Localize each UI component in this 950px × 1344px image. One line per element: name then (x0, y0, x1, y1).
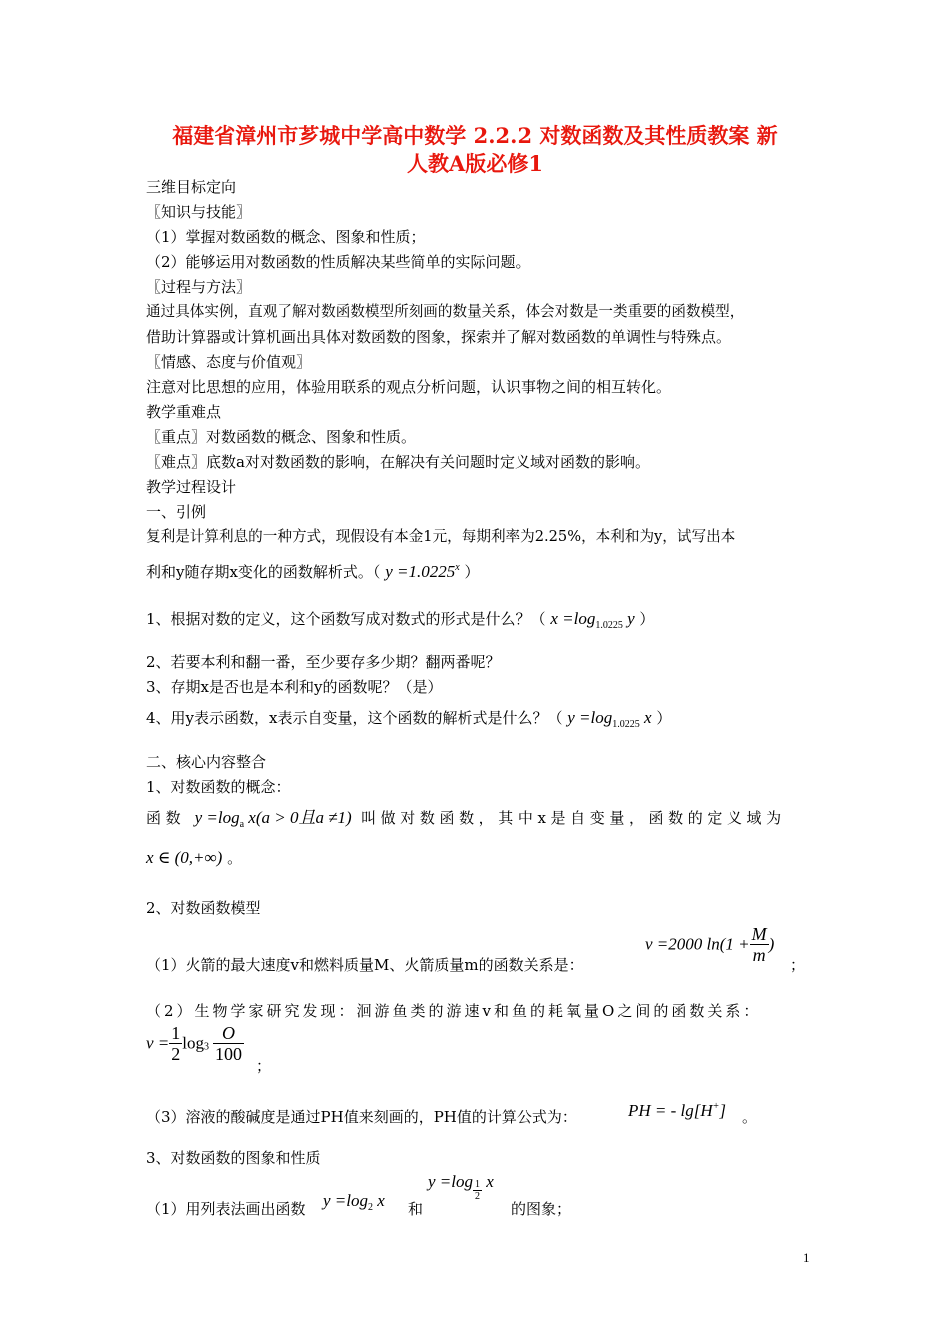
paragraph: 借助计算器或计算机画出具体对数函数的图象，探索并了解对数函数的单调性与特殊点。 (146, 328, 732, 346)
heading-process-design: 教学过程设计 (146, 478, 237, 496)
formula-rocket: v =2000 ln(1 + $\frac{M}{m}$ ) (645, 924, 775, 965)
paragraph-with-formula: 4、用y表示函数，x表示自变量，这个函数的解析式是什么？（ $y =\log_{1.0225}$ x ） (146, 708, 672, 730)
paragraph: 〖重点〗对数函数的概念、图象和性质。 (146, 428, 417, 446)
formula-log-half: y =log $\frac{1}{2}$ x (428, 1172, 494, 1202)
paragraph: 2、若要本利和翻一番，至少要存多少期？翻两番呢？ (146, 653, 501, 671)
subheading-process: 〖过程与方法〗 (146, 278, 252, 296)
paragraph: 的图象； (511, 1200, 572, 1218)
punct: 。 (742, 1108, 758, 1126)
formula-log-func: $y =\log_{1.0225}$ x (567, 708, 652, 730)
heading-key-points: 教学重难点 (146, 403, 222, 421)
paragraph: 〖难点〗底数a对对数函数的影响，在解决有关问题时定义域对函数的影响。 (146, 453, 650, 471)
formula-domain: x ∈ (0,+∞) (146, 848, 223, 867)
paragraph: 1、对数函数的概念： (146, 778, 291, 796)
punct: ； (790, 956, 806, 974)
paragraph: （1）火箭的最大速度v和燃料质量M、火箭质量m的函数关系是： (146, 956, 584, 974)
paragraph-domain: x ∈ (0,+∞) 。 (146, 848, 243, 867)
paragraph: （1）掌握对数函数的概念、图象和性质； (146, 228, 426, 246)
paragraph: 注意对比思想的应用，体验用联系的观点分析问题，认识事物之间的相互转化。 (146, 378, 672, 396)
subheading-emotion: 〖情感、态度与价值观〗 (146, 353, 312, 371)
formula-definition: $y =\log_a$ x(a > 0且a ≠1) (194, 808, 352, 830)
heading-models: 2、对数函数模型 (146, 899, 261, 917)
paragraph-with-formula: 利和y随存期x变化的函数解析式。（ $y =1.0225^x$ ） (146, 562, 480, 581)
heading-core-content: 二、核心内容整合 (146, 753, 267, 771)
formula-log2: $y =\log_2$ x (323, 1191, 385, 1213)
title-line-2: 人教A版必修1 (407, 151, 543, 176)
paragraph: （3）溶液的酸碱度是通过PH值来刻画的，PH值的计算公式为： (146, 1108, 577, 1126)
paragraph: （1）用列表法画出函数 (146, 1200, 306, 1218)
punct: ； (256, 1057, 272, 1075)
paragraph: 3、存期x是否也是本利和y的函数呢？（是） (146, 678, 443, 696)
formula-log-form: $x =\log_{1.0225}$ y (550, 609, 635, 631)
subheading-knowledge: 〖知识与技能〗 (146, 203, 252, 221)
formula-ph: PH = - lg[H+] (628, 1101, 727, 1120)
paragraph: 复利是计算利息的一种方式，现假设有本金1元，每期利率为2.25%，本利和为y，试写出本 (146, 528, 736, 545)
document-title (130, 122, 820, 178)
title-line-1: 福建省漳州市芗城中学高中数学 2.2.2 对数函数及其性质教案 新 (172, 123, 778, 148)
paragraph-with-formula: 1、根据对数的定义，这个函数写成对数式的形式是什么？（ $x =\log_{1.0225}$ y ） (146, 609, 655, 631)
paragraph: （2）能够运用对数函数的性质解决某些简单的实际问题。 (146, 253, 531, 271)
heading-3d-goals: 三维目标定向 (146, 178, 237, 196)
paragraph: 通过具体实例，直观了解对数函数模型所刻画的数量关系，体会对数是一类重要的函数模型， (146, 303, 745, 320)
formula-compound: $y =1.0225^x$ (385, 562, 460, 581)
heading-intro-example: 一、引例 (146, 503, 207, 521)
heading-graph-properties: 3、对数函数的图象和性质 (146, 1149, 321, 1167)
paragraph-definition: 函数 $y =\log_a$ x(a > 0且a ≠1) 叫做对数函数，其中x是自变量，函数的定义域为 (146, 808, 786, 830)
formula-fish: v = $\frac{1}{2}$ $\log_3$ $\frac{O}{100}$ (146, 1023, 243, 1064)
page-number: 1 (803, 1250, 810, 1265)
paragraph: （2）生物学家研究发现：洄游鱼类的游速v和鱼的耗氧量O之间的函数关系： (146, 1002, 762, 1020)
conj: 和 (408, 1200, 424, 1218)
